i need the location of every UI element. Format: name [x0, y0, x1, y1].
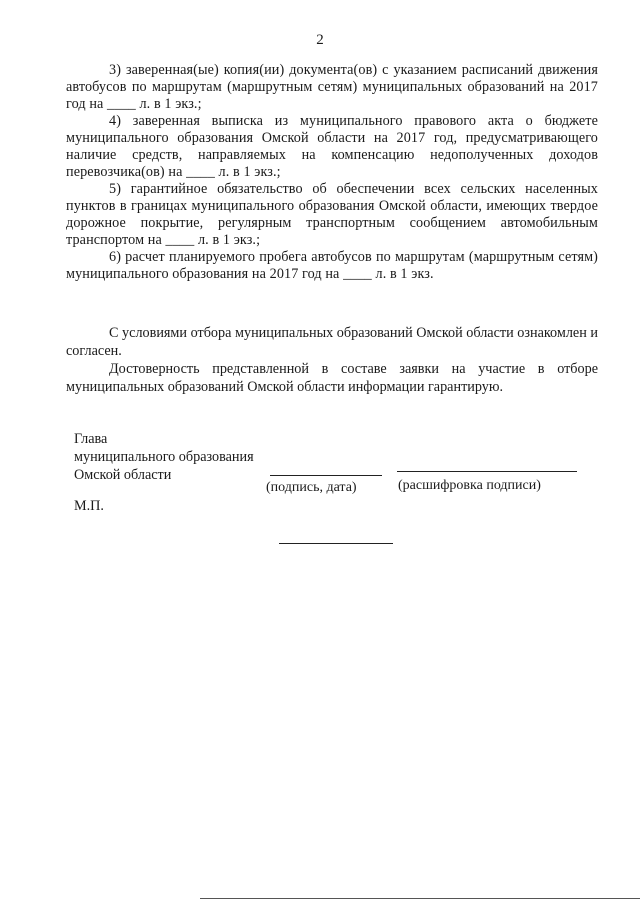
document-items-list	[66, 62, 598, 283]
signature-line	[270, 475, 382, 476]
signatory-title-line1: Глава	[74, 431, 108, 447]
document-end-line	[279, 543, 393, 544]
agreement-paragraph: С условиями отбора муниципальных образований Омской области ознакомлен и согласен.	[66, 325, 598, 359]
list-item-6: 6) расчет планируемого пробега автобусов по маршрутам (маршрутным сетям) муниципального образования на 2017 год на ____ л. в 1 экз.	[66, 249, 598, 282]
signature-decode-caption: (расшифровка подписи)	[398, 478, 541, 493]
signature-caption: (подпись, дата)	[266, 480, 357, 495]
signature-decode-line	[397, 471, 577, 472]
page-bottom-edge	[200, 898, 640, 899]
page-number: 2	[316, 32, 324, 48]
seal-placeholder: М.П.	[74, 498, 104, 514]
statement-block	[66, 324, 598, 396]
list-item-5: 5) гарантийное обязательство об обеспечении всех сельских населенных пунктов в границах муниципального образования Омской области, имеющих твердое дорожное покрытие, регулярным транспортным сообщением автомобильным транспортом на ____ л. в 1 экз.;	[66, 181, 598, 248]
signatory-title-line3: Омской области	[74, 467, 172, 483]
guarantee-paragraph: Достоверность представленной в составе заявки на участие в отборе муниципальных образований Омской области информации гарантирую.	[66, 361, 598, 395]
signatory-title-line2: муниципального образования	[74, 449, 254, 465]
list-item-3: 3) заверенная(ые) копия(ии) документа(ов) с указанием расписаний движения автобусов по маршрутам (маршрутным сетям) муниципальных образований на 2017 год на ____ л. в 1 экз.;	[66, 62, 598, 112]
list-item-4: 4) заверенная выписка из муниципального правового акта о бюджете муниципального образования Омской области на 2017 год, предусматривающего наличие средств, направляемых на компенсацию недополученных доходов перевозчика(ов) на ____ л. в 1 экз.;	[66, 113, 598, 180]
